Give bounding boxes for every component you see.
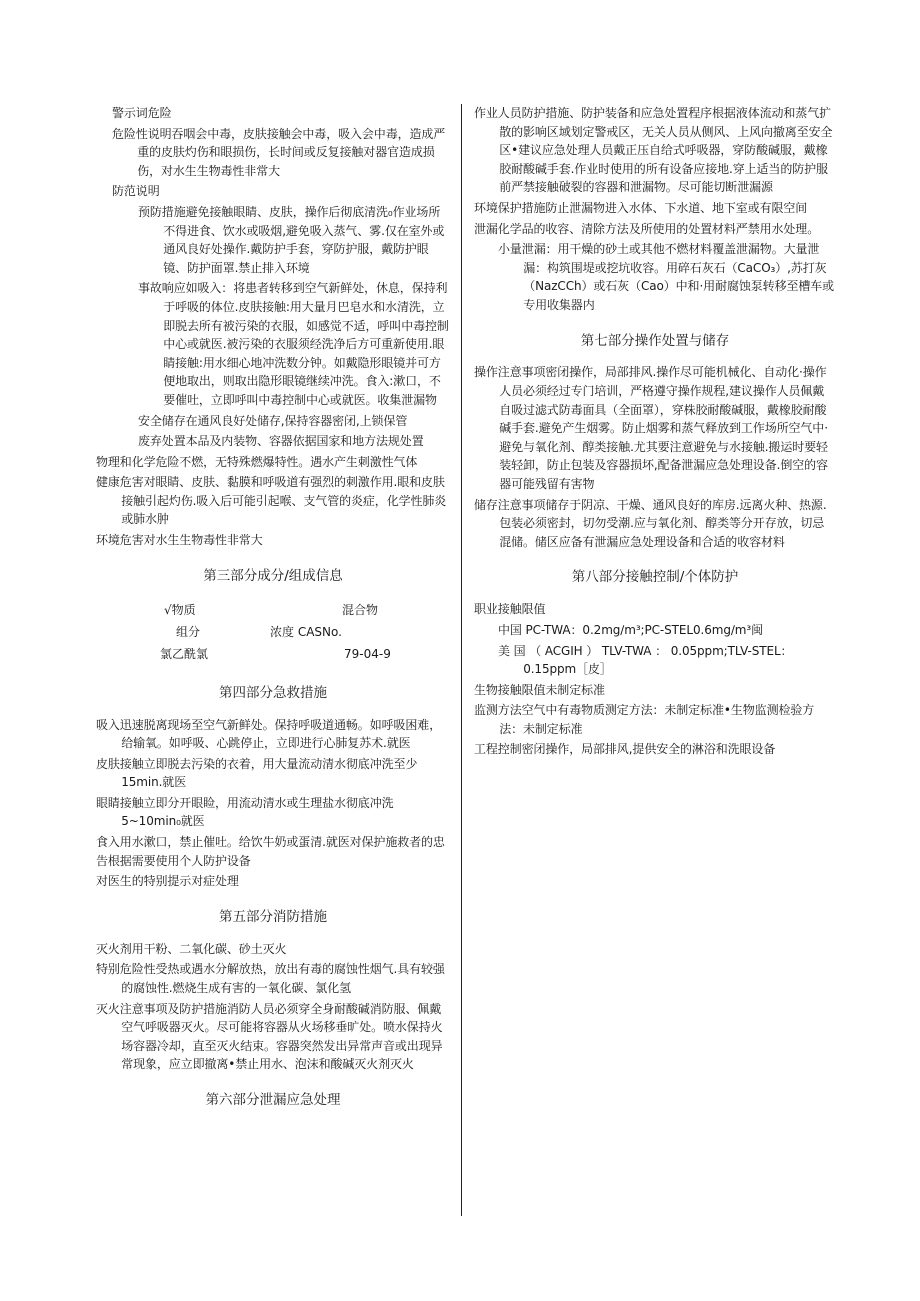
fire-fighting-block bbox=[96, 940, 450, 1074]
composition-cell: 组分 bbox=[176, 624, 201, 639]
paragraph: 中国 PC-TWA：0.2mg∕m³;PC-STEL0.6mg∕m³闽 bbox=[498, 622, 763, 637]
section-4-title: 第四部分急救措施 bbox=[219, 684, 327, 701]
section-3-title: 第三部分成分/组成信息 bbox=[203, 567, 343, 584]
paragraph: 特别危险性受热或遇水分解放热，放出有毒的腐蚀性烟气.具有较强的腐蚀性.燃烧生成有害的一氧化碳、氯化氢 bbox=[96, 962, 445, 995]
paragraph: 物理和化学危险不燃，无特殊燃爆特性。遇水产生刺激性气体 bbox=[96, 454, 418, 469]
composition-row bbox=[96, 645, 450, 667]
paragraph: 警示词危险 bbox=[112, 106, 172, 120]
paragraph: 健康危害对眼睛、皮肤、黏膜和呼吸道有强烈的刺激作用.眼和皮肤接触引起灼伤.吸入后可能引起喉、支气管的炎症，化学性肺炎或肺水肿 bbox=[96, 475, 447, 527]
exposure-controls-block bbox=[474, 681, 836, 759]
composition-cell: 79-04-9 bbox=[344, 646, 391, 661]
exposure-limits-block bbox=[474, 600, 836, 678]
hazard-block bbox=[96, 104, 450, 550]
paragraph: 小量泄漏：用干燥的砂土或其他不燃材料覆盖泄漏物。大量泄漏：构筑围堤或挖坑收容。用碎石灰石（CaCO₃）,苏打灰（NazCCh）或石灰（Cao）中和·用耐腐蚀泵转移至槽车或专用收集器内 bbox=[498, 242, 835, 312]
paragraph: 废弃处置本品及内装物、容器依据国家和地方法规处置 bbox=[138, 434, 424, 449]
composition-row bbox=[96, 623, 450, 645]
paragraph: 职业接触限值 bbox=[474, 602, 546, 617]
handling-storage-block bbox=[474, 363, 836, 551]
paragraph: 事故响应如吸入：将患者转移到空气新鲜处，休息，保持利于呼吸的体位.皮肤接触:用大量月巴皂水和水清洗，立即脱去所有被污染的衣服，如感觉不适，呼叫中毒控制中心或就医.被污染的衣服须经洗净后方可重新使用.眼睛接触:用水细心地冲洗数分钟。如戴隐形眼镜并可方便地取出，则取出隐形眼镜继续冲洗。食入:漱口，不要催吐，立即呼叫中毒控制中心或就医。收集泄漏物 bbox=[138, 281, 449, 407]
spill-response-block bbox=[474, 104, 836, 315]
paragraph: 皮肤接触立即脱去污染的衣着，用大量流动清水彻底冲洗至少15min.就医 bbox=[96, 756, 418, 790]
left-column bbox=[96, 104, 450, 1123]
first-aid-block bbox=[96, 716, 450, 891]
composition-cell: 混合物 bbox=[342, 602, 379, 617]
section-7-title: 第七部分操作处置与储存 bbox=[580, 332, 730, 349]
section-8-title: 第八部分接触控制/个体防护 bbox=[571, 569, 739, 586]
paragraph: 对医生的特别提示对症处理 bbox=[96, 874, 239, 889]
paragraph: 环境危害对水生生物毒性非常大 bbox=[96, 533, 263, 548]
column-divider bbox=[461, 104, 462, 1216]
section-6-title: 第六部分泄漏应急处理 bbox=[205, 1091, 341, 1108]
paragraph: 环境保护措施防止泄漏物进入水体、下水道、地下室或有限空间 bbox=[474, 200, 808, 215]
composition-cell: 浓度 CASNo. bbox=[270, 624, 342, 639]
composition-row bbox=[96, 601, 450, 623]
section-5-title: 第五部分消防措施 bbox=[219, 908, 327, 925]
paragraph: 灭火注意事项及防护措施消防人员必须穿全身耐酸碱消防服、佩戴空气呼吸器灭火。尽可能将容器从火场移垂旷处。喷水保持火场容器冷却，直至灭火结束。容器突然发出异常声音或出现异常现象，应立即撤离•禁止用水、泡沫和酸碱灭火剂灭火 bbox=[96, 1001, 443, 1072]
paragraph: 储存注意事项储存于阴凉、干燥、通风良好的库房.远离火种、热源.包装必须密封，切勿受潮.应与氧化剂、醇类等分开存放，切忌混储。储区应备有泄漏应急处理设备和合适的收容材料 bbox=[474, 497, 827, 549]
paragraph: 灭火剂用干粉、二氧化碳、砂土灭火 bbox=[96, 941, 287, 956]
paragraph: 防范说明 bbox=[112, 184, 160, 199]
paragraph: 吸入迅速脱离现场至空气新鲜处。保持呼吸道通畅。如呼吸困难，给输氧。如呼吸、心跳停止，立即进行心肺复苏术.就医 bbox=[96, 717, 442, 751]
composition-cell: √物质 bbox=[164, 602, 196, 617]
paragraph: 监测方法空气中有毒物质测定方法：未制定标准•生物监测检验方法：未制定标准 bbox=[474, 703, 815, 736]
paragraph: 美 国 （ ACGIH ） TLV-TWA ： 0.05ppm;TLV-STEL：0.15ppm［皮］ bbox=[498, 643, 793, 677]
paragraph: 工程控制密闭操作，局部排风,提供安全的淋浴和洗眼设备 bbox=[474, 742, 776, 757]
paragraph: 安全储存在通风良好处储存,保持容器密闭,上锁保管 bbox=[138, 413, 408, 428]
paragraph: 预防措施避免接触眼睛、皮肤，操作后彻底清洗₀作业场所不得进食、饮水或吸烟,避免吸入蒸气、雾.仅在室外或通风良好处操作.戴防护手套，穿防护服，戴防护眼镜、防护面罩.禁止排入环境 bbox=[138, 204, 445, 275]
composition-table bbox=[96, 601, 450, 667]
right-column bbox=[474, 104, 836, 761]
paragraph: 操作注意事项密闭操作，局部排风.操作尽可能机械化、自动化·操作人员必须经过专门培训，严格遵守操作规程,建议操作人员佩戴自吸过滤式防毒面具（全面罩），穿株胶耐酸碱服，戴橡胶耐酸碱手套.避免产生烟雾。防止烟雾和蒸气释放到工作场所空气中·避免与氧化剂、醇类接触.尤其要注意避免与水接触.搬运时要轻装轻卸，防止包装及容器损坏,配备泄漏应急处理设备.倒空的容器可能残留有害物 bbox=[474, 365, 828, 492]
paragraph: 泄漏化学品的收容、清除方法及所使用的处置材料严禁用水处理。 bbox=[474, 221, 820, 236]
paragraph: 食入用水漱口，禁止催吐。给饮牛奶或蛋清.就医对保护施救者的忠告根据需要使用个人防护设备 bbox=[96, 835, 445, 868]
paragraph: 生物接触限值未制定标准 bbox=[474, 682, 605, 697]
paragraph: 作业人员防护措施、防护装备和应急处置程序根据液体流动和蒸气扩散的影响区域划定警戒区，无关人员从侧风、上风向撤离至安全区•建议应急处理人员戴正压自给式呼吸器，穿防酸碱服，戴橡胶耐酸碱手套.作业时使用的所有设备应接地.穿上适当的防护服前严禁接触破裂的容器和泄漏物。尽可能切断泄漏源 bbox=[474, 106, 833, 195]
composition-cell: 氯乙酰氯 bbox=[160, 646, 209, 661]
paragraph: 眼睛接触立即分开眼睑，用流动清水或生理盐水彻底冲洗5~10min₀就医 bbox=[96, 795, 394, 829]
paragraph: 危险性说明吞咽会中毒，皮肤接触会中毒，吸入会中毒，造成严重的皮肤灼伤和眼损伤，长时间或反复接触对器官造成损伤，对水生生物毒性非常大 bbox=[112, 126, 446, 178]
